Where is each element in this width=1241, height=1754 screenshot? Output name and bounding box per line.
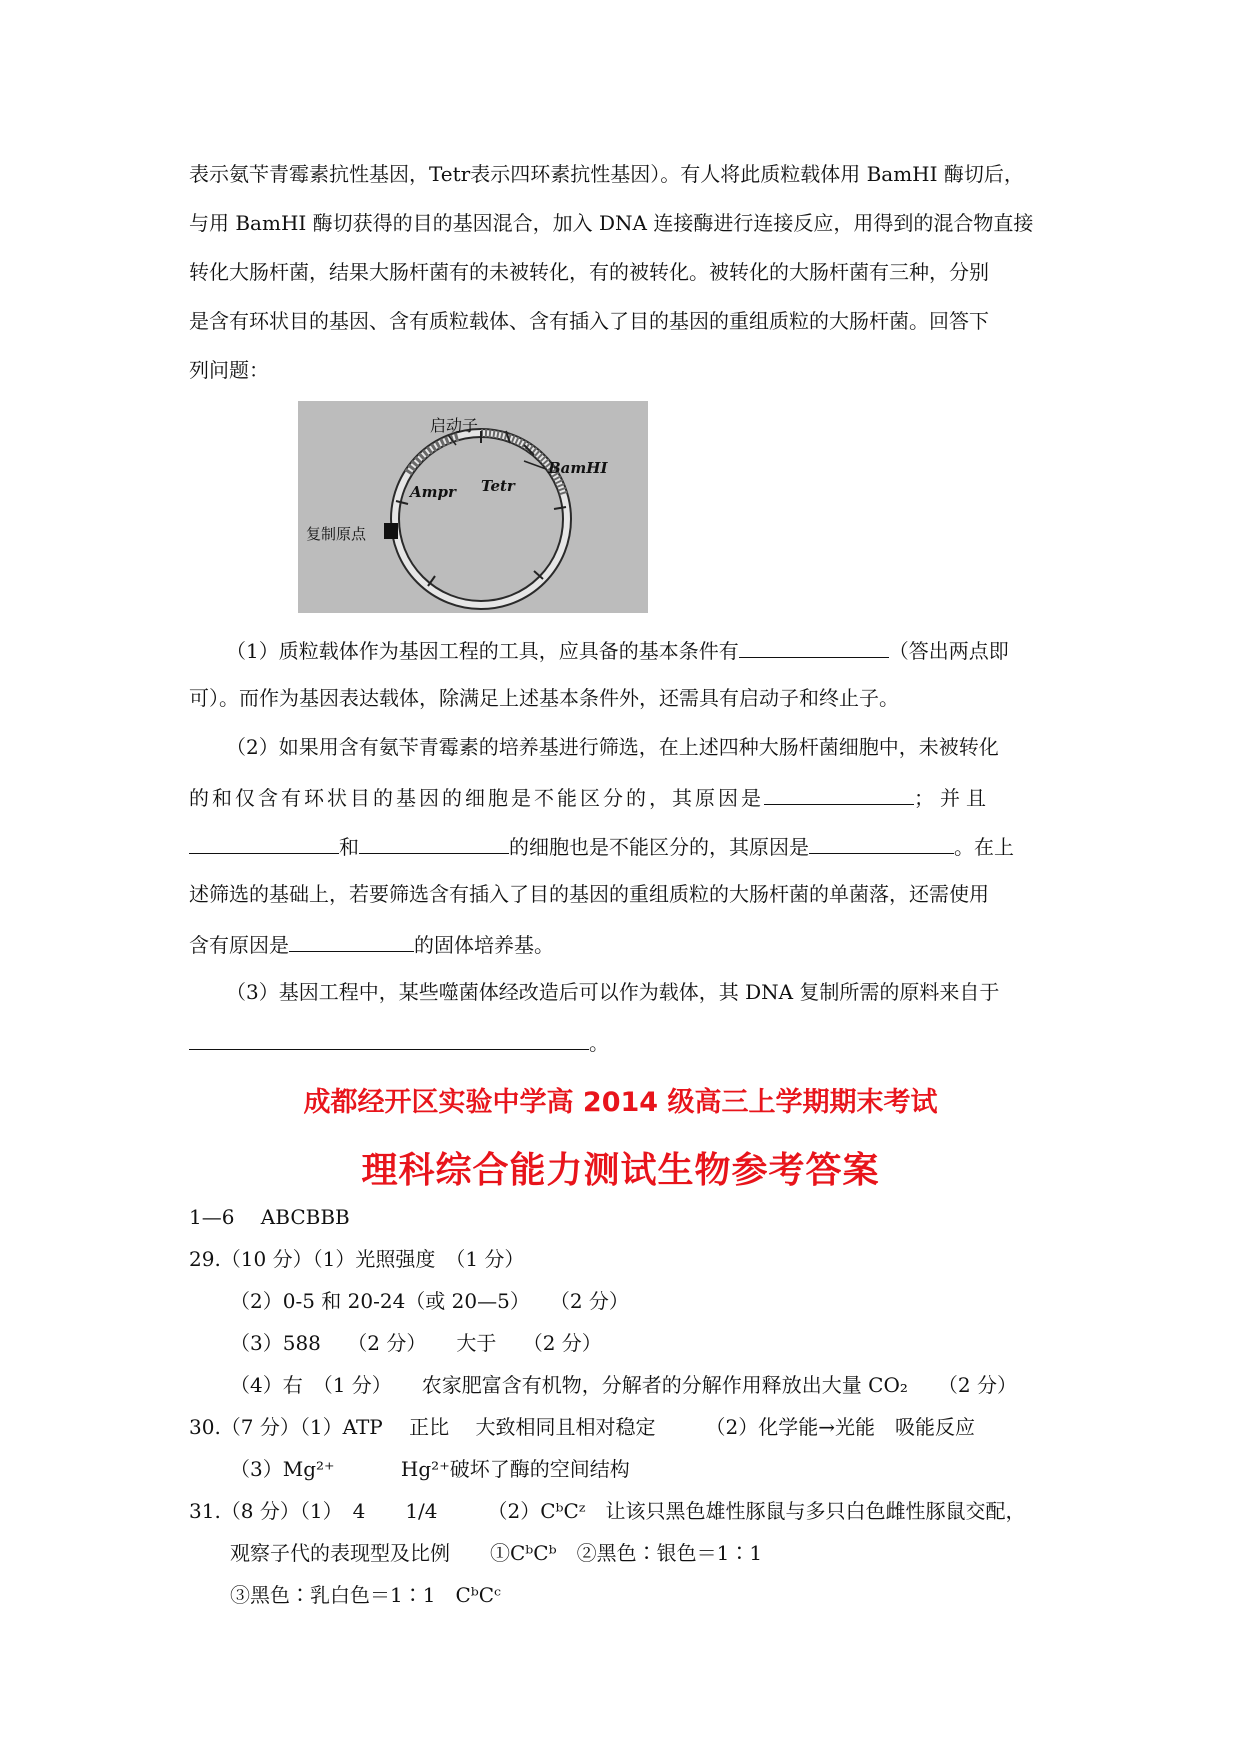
question-3-line-1: （3）基因工程中，某些噬菌体经改造后可以作为载体，其 DNA 复制所需的原料来自于 bbox=[226, 980, 1000, 1004]
answer-blank bbox=[739, 635, 889, 658]
question-2-line-2 bbox=[189, 782, 1069, 812]
question-3-line-2 bbox=[189, 1027, 1069, 1057]
answer-blank bbox=[359, 831, 509, 854]
plasmid-figure bbox=[298, 401, 648, 613]
question-1-text-a: （1）质粒载体作为基因工程的工具，应具备的基本条件有 bbox=[226, 639, 739, 663]
answer-header-title: 成都经开区实验中学高 2014 级高三上学期期末考试 bbox=[303, 1087, 938, 1118]
question-2-text-f2: 的固体培养基。 bbox=[414, 933, 554, 957]
passage-line-3: 转化大肠杆菌，结果大肠杆菌有的未被转化，有的被转化。被转化的大肠杆菌有三种，分别 bbox=[189, 260, 989, 284]
promoter-label: 启动子 bbox=[430, 416, 479, 435]
answer-31-line-1: 31.（8 分）（1） 4 1/4 （2）CᵇCᶻ 让该只黑色雄性豚鼠与多只白色雌性豚鼠交配， bbox=[189, 1499, 1026, 1523]
answer-30-line-1: 30.（7 分）（1）ATP 正比 大致相同且相对稳定 （2）化学能→光能 吸能反应 bbox=[189, 1415, 975, 1439]
answer-line-1-6: 1—6 ABCBBB bbox=[189, 1205, 350, 1229]
answer-29-line-2: （2）0-5 和 20-24（或 20—5） （2 分） bbox=[230, 1289, 629, 1313]
origin-block bbox=[384, 523, 398, 539]
question-1-text-b: （答出两点即 bbox=[888, 639, 1009, 663]
answer-blank bbox=[289, 929, 414, 952]
question-2-text-d2: 的细胞也是不能区分的，其原因是 bbox=[509, 835, 809, 859]
passage-line-4: 是含有环状目的基因、含有质粒载体、含有插入了目的基因的重组质粒的大肠杆菌。回答下 bbox=[189, 309, 989, 333]
answer-30-line-2: （3）Mg²⁺ Hg²⁺破坏了酶的空间结构 bbox=[230, 1457, 630, 1481]
question-2-line-3 bbox=[189, 831, 1069, 861]
origin-label: 复制原点 bbox=[306, 525, 367, 543]
question-1-line-1 bbox=[226, 635, 1106, 665]
answer-blank bbox=[189, 1027, 589, 1050]
question-2-line-1: （2）如果用含有氨苄青霉素的培养基进行筛选，在上述四种大肠杆菌细胞中，未被转化 bbox=[226, 735, 999, 759]
question-2-line-4: 述筛选的基础上，若要筛选含有插入了目的基因的重组质粒的大肠杆菌的单菌落，还需使用 bbox=[189, 882, 989, 906]
passage-line-2: 与用 BamHI 酶切获得的目的基因混合，加入 DNA 连接酶进行连接反应，用得到的混合物直接 bbox=[189, 211, 1034, 235]
question-2-text-d1: 和 bbox=[339, 835, 359, 859]
question-2-text-f1: 含有原因是 bbox=[189, 933, 289, 957]
answer-header-subtitle: 理科综合能力测试生物参考答案 bbox=[361, 1149, 880, 1191]
passage-line-5: 列问题： bbox=[189, 358, 269, 382]
question-2-line-5 bbox=[189, 929, 1069, 959]
answer-blank bbox=[809, 831, 954, 854]
answer-29-line-3: （3）588 （2 分） 大于 （2 分） bbox=[230, 1331, 602, 1355]
amp-label: Ampr bbox=[410, 483, 456, 501]
passage-line-1: 表示氨苄青霉素抗性基因，Tetr表示四环素抗性基因）。有人将此质粒载体用 BamHI 酶切后， bbox=[189, 162, 1024, 186]
bamhi-label: BamHⅠ bbox=[548, 459, 608, 477]
answer-blank bbox=[764, 782, 914, 805]
answer-blank bbox=[189, 831, 339, 854]
plasmid-diagram bbox=[298, 401, 648, 613]
question-2-text-b: 的和仅含有环状目的基因的细胞是不能区分的，其原因是 bbox=[189, 786, 764, 810]
question-1-line-2: 可）。而作为基因表达载体，除满足上述基本条件外，还需具有启动子和终止子。 bbox=[189, 686, 899, 710]
question-3-text-b: 。 bbox=[589, 1031, 609, 1055]
answer-29-line-4: （4）右 （1 分） 农家肥富含有机物，分解者的分解作用释放出大量 CO₂ （2 分） bbox=[230, 1373, 1017, 1397]
question-2-text-c: ；并且 bbox=[914, 786, 992, 810]
question-2-text-d3: 。在上 bbox=[954, 835, 1014, 859]
answer-31-line-2: 观察子代的表现型及比例 ①CᵇCᵇ ②黑色∶银色＝1∶1 bbox=[230, 1541, 763, 1565]
answer-31-line-3: ③黑色∶乳白色＝1∶1 CᵇCᶜ bbox=[230, 1583, 501, 1607]
tet-label: Tetr bbox=[481, 477, 515, 495]
answer-29-line-1: 29.（10 分）（1）光照强度 （1 分） bbox=[189, 1247, 525, 1271]
